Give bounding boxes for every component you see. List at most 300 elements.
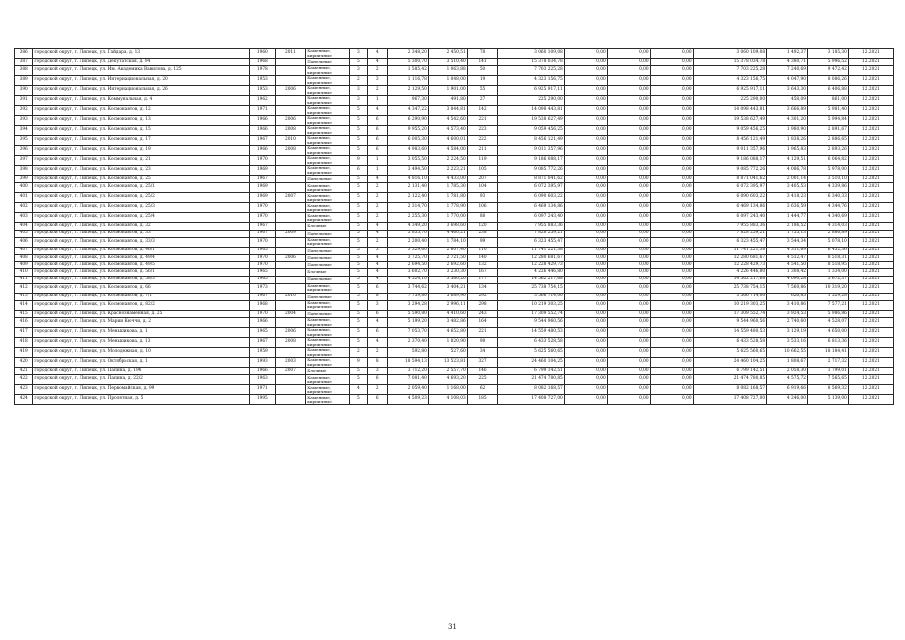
cell-a1: 0,00: [564, 237, 607, 247]
cell-material: Панельные: [306, 247, 350, 254]
cell-a1: 0,00: [564, 116, 607, 126]
cell-living: 2 692,60: [428, 262, 467, 269]
cell-per_living: 861,00: [808, 96, 849, 106]
cell-a1: 0,00: [564, 156, 607, 166]
cell-per_m2: 4 246,00: [767, 395, 808, 405]
cell-area: 3 294,28: [388, 300, 429, 310]
cell-total: 17 408 727,00: [693, 395, 767, 405]
cell-per_living: 4 528,07: [808, 318, 849, 328]
cell-a3: 0,00: [650, 254, 693, 261]
cell-repair: 2010: [275, 293, 306, 300]
cell-address: городской округ, г. Липецк, ул. Космонавтов, д. 46/1: [33, 247, 250, 254]
cell-per_m2: 2 740,60: [767, 318, 808, 328]
cell-num: 415: [15, 310, 33, 317]
cell-a1: 0,00: [564, 395, 607, 405]
cell-entrances: 6: [367, 116, 387, 126]
cell-material: Каменные, кирпичные: [306, 318, 350, 328]
cell-total: 9 544 960,56: [693, 318, 767, 328]
table-row: [15, 106, 894, 116]
cell-material: Панельные: [306, 262, 350, 269]
cell-a1: 0,00: [564, 338, 607, 348]
cell-num: 399: [15, 176, 33, 183]
cell-residents: 34: [467, 348, 498, 358]
cell-repair: 2007: [275, 193, 306, 203]
cell-entrances: 2: [367, 203, 387, 213]
cell-a2: 0,00: [607, 203, 650, 213]
cell-material: Блочные: [306, 368, 350, 375]
cell-cost: 7 703 225,28: [498, 66, 564, 76]
cell-material: Каменные, кирпичные: [306, 146, 350, 156]
cell-address: городской округ, г. Липецк, ул. Космонавтов, д. 25/2: [33, 193, 250, 203]
cell-repair: 2006: [275, 328, 306, 338]
cell-entrances: 4: [367, 269, 387, 276]
cell-material: Каменные, кирпичные: [306, 395, 350, 405]
cell-material: Каменные, кирпичные: [306, 116, 350, 126]
cell-area: 2 314,70: [388, 203, 429, 213]
cell-material: Каменные, кирпичные: [306, 156, 350, 166]
cell-area: 592,80: [388, 348, 429, 358]
cell-period: 12.2021: [848, 358, 893, 368]
cell-built: 1963: [250, 375, 276, 385]
cell-living: 4 600,01: [428, 136, 467, 146]
cell-floors: 3: [350, 96, 367, 106]
cell-total: 9 059 456,25: [693, 126, 767, 136]
cell-a2: 0,00: [607, 318, 650, 328]
cell-period: 12.2021: [848, 375, 893, 385]
cell-cost: 14 559 480,53: [498, 328, 564, 338]
cell-num: 389: [15, 76, 33, 86]
cell-cost: 4 226 446,80: [498, 269, 564, 276]
cell-built: 1953: [250, 86, 276, 96]
cell-residents: 78: [467, 49, 498, 59]
cell-floors: 5: [350, 262, 367, 269]
cell-a2: 0,00: [607, 358, 650, 368]
cell-cost: 14 098 443,81: [498, 106, 564, 116]
cell-total: 12 280 681,67: [693, 254, 767, 261]
cell-entrances: 2: [367, 86, 387, 96]
cell-area: 4 816,10: [388, 176, 429, 183]
cell-total: 6 925 917,11: [693, 86, 767, 96]
cell-address: городской округ, г. Липецк, ул. Космонавтов, д. 58/3: [33, 276, 250, 283]
cell-material: Каменные, кирпичные: [306, 126, 350, 136]
cell-per_living: 7 565,65: [808, 375, 849, 385]
cell-num: 407: [15, 247, 33, 254]
cell-living: 4 584,00: [428, 146, 467, 156]
cell-address: городской округ, г. Липецк, ул. Гайдара, д. 13: [33, 49, 250, 59]
table-row: [15, 254, 894, 261]
cell-material: Каменные, кирпичные: [306, 358, 350, 368]
cell-living: 3 844,81: [428, 106, 467, 116]
cell-cost: 4 323 156,75: [498, 76, 564, 86]
cell-floors: 5: [350, 247, 367, 254]
cell-repair: [275, 223, 306, 230]
cell-a2: 0,00: [607, 300, 650, 310]
cell-cost: 6 323 455,47: [498, 237, 564, 247]
cell-floors: 9: [350, 358, 367, 368]
cell-per_living: 3 185,30: [808, 49, 849, 59]
table-row: [15, 338, 894, 348]
cell-residents: 134: [467, 283, 498, 293]
cell-area: 3 712,20: [388, 368, 429, 375]
cell-a3: 0,00: [650, 213, 693, 223]
cell-a3: 0,00: [650, 156, 693, 166]
cell-area: 1 116,78: [388, 76, 429, 86]
cell-num: 406: [15, 237, 33, 247]
cell-floors: 5: [350, 338, 367, 348]
cell-floors: 9: [350, 156, 367, 166]
cell-address: городской округ, г. Липецк, ул. Марии Кюччи, д. 2: [33, 318, 250, 328]
cell-per_living: 4 339,86: [808, 183, 849, 193]
cell-built: 1967: [250, 176, 276, 183]
cell-residents: 120: [467, 223, 498, 230]
cell-per_m2: 3 405,53: [767, 183, 808, 193]
cell-cost: 6 925 917,11: [498, 86, 564, 96]
cell-a1: 0,00: [564, 126, 607, 136]
cell-num: 393: [15, 116, 33, 126]
cell-a1: 0,00: [564, 203, 607, 213]
cell-total: 25 738 754,15: [693, 283, 767, 293]
cell-total: 12 228 429,73: [693, 262, 767, 269]
cell-cost: 14 562 217,68: [498, 276, 564, 283]
cell-a3: 0,00: [650, 66, 693, 76]
table-row: [15, 247, 894, 254]
cell-repair: [275, 76, 306, 86]
cell-a2: 0,00: [607, 237, 650, 247]
cell-entrances: 2: [367, 183, 387, 193]
cell-repair: 2007: [275, 368, 306, 375]
cell-num: 405: [15, 230, 33, 237]
cell-built: 1966: [250, 146, 276, 156]
cell-address: городской округ, г. Липецк, ул. Краснознаменная, д. 25: [33, 310, 250, 317]
cell-a3: 0,00: [650, 176, 693, 183]
cell-per_m2: 7 560,86: [767, 283, 808, 293]
cell-repair: [275, 375, 306, 385]
cell-per_m2: 4 086,78: [767, 166, 808, 176]
cell-a2: 0,00: [607, 166, 650, 176]
cell-a3: 0,00: [650, 223, 693, 230]
cell-period: 12.2021: [848, 230, 893, 237]
cell-period: 12.2021: [848, 300, 893, 310]
cell-built: 1953: [250, 76, 276, 86]
cell-total: 6 469 134,86: [693, 203, 767, 213]
table-row: [15, 146, 894, 156]
cell-num: 419: [15, 348, 33, 358]
cell-per_living: 2 891,67: [808, 126, 849, 136]
cell-period: 12.2021: [848, 385, 893, 395]
cell-floors: 5: [350, 106, 367, 116]
cell-entrances: 1: [367, 96, 387, 106]
cell-a1: 0,00: [564, 96, 607, 106]
cell-living: 2 224,50: [428, 156, 467, 166]
cell-a2: 0,00: [607, 106, 650, 116]
cell-address: городской округ, г. Липецк, ул. Космонавтов, д. 33/3: [33, 237, 250, 247]
cell-a2: 0,00: [607, 213, 650, 223]
page-number: 31: [448, 623, 457, 631]
cell-area: 2 255,30: [388, 213, 429, 223]
cell-num: 423: [15, 385, 33, 395]
cell-total: 6 097 243,40: [693, 213, 767, 223]
table-row: [15, 136, 894, 146]
cell-repair: 2010: [275, 136, 306, 146]
cell-residents: 327: [467, 358, 498, 368]
cell-material: Каменные, кирпичные: [306, 375, 350, 385]
cell-address: городской округ, г. Липецк, ул. Космонавтов, д. 21: [33, 156, 250, 166]
cell-num: 422: [15, 375, 33, 385]
cell-address: городской округ, г. Липецк, ул. Космонавтов, д. 12: [33, 106, 250, 116]
cell-built: 1969: [250, 193, 276, 203]
cell-per_m2: 3 924,53: [767, 310, 808, 317]
cell-a3: 0,00: [650, 230, 693, 237]
cell-built: 1967: [250, 338, 276, 348]
cell-built: 1971: [250, 385, 276, 395]
cell-material: Каменные, кирпичные: [306, 237, 350, 247]
cell-residents: 221: [467, 116, 498, 126]
cell-per_living: 2 886,89: [808, 230, 849, 237]
cell-cost: 11 741 221,38: [498, 247, 564, 254]
cell-a2: 0,00: [607, 254, 650, 261]
cell-a3: 0,00: [650, 300, 693, 310]
cell-entrances: 6: [367, 283, 387, 293]
cell-num: 412: [15, 283, 33, 293]
cell-address: городской округ, г. Липецк, ул. Космонавтов, д. 32: [33, 223, 250, 230]
cell-total: 3 566 714,00: [693, 293, 767, 300]
cell-area: 3 725,70: [388, 254, 429, 261]
cell-a3: 0,00: [650, 193, 693, 203]
cell-a1: 0,00: [564, 254, 607, 261]
cell-a3: 0,00: [650, 146, 693, 156]
cell-area: 3 602,70: [388, 269, 429, 276]
cell-floors: 5: [350, 283, 367, 293]
cell-entrances: 2: [367, 193, 387, 203]
cell-entrances: 4: [367, 106, 387, 116]
cell-period: 12.2021: [848, 395, 893, 405]
cell-entrances: 2: [367, 348, 387, 358]
cell-num: 418: [15, 338, 33, 348]
cell-period: 12.2021: [848, 276, 893, 283]
cell-floors: 5: [350, 126, 367, 136]
table-row: [15, 86, 894, 96]
cell-area: 2 694,50: [388, 262, 429, 269]
cell-a1: 0,00: [564, 328, 607, 338]
cell-per_living: 1 799,01: [808, 368, 849, 375]
cell-address: городской округ, г. Липецк, ул. Меньшикова, д. 1: [33, 328, 250, 338]
cell-built: 1966: [250, 318, 276, 328]
cell-a3: 0,00: [650, 293, 693, 300]
cell-a1: 0,00: [564, 276, 607, 283]
cell-a1: 0,00: [564, 385, 607, 395]
cell-total: 8 871 041,62: [693, 176, 767, 183]
cell-per_living: 5 981,40: [808, 106, 849, 116]
cell-built: 1968: [250, 59, 276, 66]
cell-address: городской округ, г. Липецк, ул. Космонавтов, д. 23: [33, 166, 250, 176]
cell-total: 6 090 603,22: [693, 193, 767, 203]
cell-a2: 0,00: [607, 156, 650, 166]
table-row: [15, 59, 894, 66]
cell-entrances: 2: [367, 385, 387, 395]
cell-total: 11 741 221,38: [693, 247, 767, 254]
cell-a3: 0,00: [650, 96, 693, 106]
table-row: [15, 262, 894, 269]
cell-period: 12.2021: [848, 106, 893, 116]
cell-per_living: 18 184,41: [808, 348, 849, 358]
table-row: [15, 276, 894, 283]
cell-floors: 3: [350, 86, 367, 96]
cell-residents: 99: [467, 237, 498, 247]
cell-area: 6 290,90: [388, 116, 429, 126]
cell-total: 6 433 528,58: [693, 338, 767, 348]
cell-per_living: 2 893,26: [808, 146, 849, 156]
cell-living: 3 510,40: [428, 59, 467, 66]
cell-built: 1970: [250, 262, 276, 269]
cell-address: городской округ, г. Липецк, ул. Меньшикова, д. 13: [33, 338, 250, 348]
cell-a3: 0,00: [650, 203, 693, 213]
cell-a1: 0,00: [564, 176, 607, 183]
cell-per_m2: 4 380,71: [767, 59, 808, 66]
cell-built: 1970: [250, 237, 276, 247]
cell-area: 5 590,80: [388, 310, 429, 317]
cell-area: 5 300,70: [388, 59, 429, 66]
cell-cost: 8 871 041,62: [498, 176, 564, 183]
table-row: [15, 237, 894, 247]
cell-a2: 0,00: [607, 183, 650, 193]
cell-floors: 5: [350, 328, 367, 338]
cell-period: 12.2021: [848, 183, 893, 193]
cell-period: 12.2021: [848, 237, 893, 247]
cell-per_m2: 3 544,34: [767, 237, 808, 247]
cell-a3: 0,00: [650, 348, 693, 358]
cell-address: городской округ, г. Липецк, ул. Космонавтов, д. 25/3: [33, 203, 250, 213]
cell-per_m2: 2 058,30: [767, 368, 808, 375]
cell-num: 420: [15, 358, 33, 368]
cell-built: 1970: [250, 310, 276, 317]
cell-per_m2: 1 980,90: [767, 126, 808, 136]
housing-register-table: [14, 48, 894, 405]
cell-entrances: 2: [367, 66, 387, 76]
cell-floors: 5: [350, 269, 367, 276]
cell-period: 12.2021: [848, 203, 893, 213]
table-row: [15, 385, 894, 395]
cell-per_living: 5 078,10: [808, 237, 849, 247]
cell-address: городской округ, г. Липецк, ул. Космонавтов, д. 33: [33, 230, 250, 237]
cell-total: 4 226 446,80: [693, 269, 767, 276]
cell-entrances: 2: [367, 237, 387, 247]
cell-living: 2 223,21: [428, 166, 467, 176]
cell-a3: 0,00: [650, 375, 693, 385]
cell-residents: 50: [467, 66, 498, 76]
cell-material: Каменные, кирпичные: [306, 106, 350, 116]
cell-a1: 0,00: [564, 283, 607, 293]
cell-area: 967,30: [388, 96, 429, 106]
cell-cost: 3 566 714,00: [498, 293, 564, 300]
cell-a3: 0,00: [650, 310, 693, 317]
cell-a3: 0,00: [650, 49, 693, 59]
cell-material: Каменные, кирпичные: [306, 136, 350, 146]
cell-a3: 0,00: [650, 276, 693, 283]
cell-address: городской округ, г. Липецк, ул. Космонавтов, д. 56/1: [33, 269, 250, 276]
cell-built: 1995: [250, 395, 276, 405]
cell-built: 1969: [250, 183, 276, 193]
cell-a1: 0,00: [564, 230, 607, 237]
cell-repair: 2003: [275, 358, 306, 368]
cell-num: 409: [15, 262, 33, 269]
cell-living: 1 781,80: [428, 193, 467, 203]
cell-repair: 2006: [275, 254, 306, 261]
cell-built: 1968: [250, 300, 276, 310]
cell-material: Блочные: [306, 269, 350, 276]
cell-a1: 0,00: [564, 106, 607, 116]
cell-material: Каменные, кирпичные: [306, 86, 350, 96]
cell-built: 1970: [250, 203, 276, 213]
cell-a3: 0,00: [650, 262, 693, 269]
cell-material: Каменные, кирпичные: [306, 166, 350, 176]
cell-entrances: 6: [367, 328, 387, 338]
cell-per_living: 6 813,36: [808, 338, 849, 348]
cell-a3: 0,00: [650, 116, 693, 126]
cell-area: 4 349,20: [388, 223, 429, 230]
cell-built: 1970: [250, 156, 276, 166]
cell-built: 1973: [250, 283, 276, 293]
cell-a3: 0,00: [650, 183, 693, 193]
cell-address: городской округ, г. Липецк, ул. Космонавтов, д. 17: [33, 136, 250, 146]
cell-per_m2: 2 186,52: [767, 223, 808, 230]
cell-repair: [275, 213, 306, 223]
cell-entrances: 4: [367, 318, 387, 328]
cell-entrances: 3: [367, 76, 387, 86]
cell-floors: 5: [350, 213, 367, 223]
cell-period: 12.2021: [848, 254, 893, 261]
cell-address: городской округ, г. Липецк, ул. Октябрьская, д. 1: [33, 358, 250, 368]
cell-a1: 0,00: [564, 49, 607, 59]
cell-a3: 0,00: [650, 247, 693, 254]
cell-floors: 5: [350, 146, 367, 156]
cell-a3: 0,00: [650, 59, 693, 66]
cell-material: Каменные, кирпичные: [306, 49, 350, 59]
cell-residents: 93: [467, 193, 498, 203]
cell-repair: [275, 166, 306, 176]
cell-period: 12.2021: [848, 368, 893, 375]
cell-a3: 0,00: [650, 76, 693, 86]
cell-a1: 0,00: [564, 247, 607, 254]
cell-area: 7 053,70: [388, 328, 429, 338]
table-row: [15, 96, 894, 106]
cell-a2: 0,00: [607, 375, 650, 385]
table-row: [15, 176, 894, 183]
cell-entrances: 4: [367, 176, 387, 183]
cell-living: 2 607,40: [428, 247, 467, 254]
cell-built: 1959: [250, 348, 276, 358]
cell-a2: 0,00: [607, 283, 650, 293]
cell-living: 2 996,11: [428, 300, 467, 310]
cell-material: Каменные, кирпичные: [306, 66, 350, 76]
cell-residents: 142: [467, 106, 498, 116]
cell-total: 7 828 259,21: [693, 230, 767, 237]
cell-per_living: 1 529,28: [808, 293, 849, 300]
cell-period: 12.2021: [848, 247, 893, 254]
cell-a1: 0,00: [564, 368, 607, 375]
cell-material: Блочные: [306, 223, 350, 230]
cell-per_living: 6 406,88: [808, 86, 849, 96]
cell-per_living: 4 340,69: [808, 213, 849, 223]
cell-address: городской округ, г. Липецк, ул. Молодежная, д. 10: [33, 348, 250, 358]
cell-built: 1966: [250, 116, 276, 126]
cell-a1: 0,00: [564, 213, 607, 223]
cell-living: 4 410,60: [428, 310, 467, 317]
cell-num: 421: [15, 368, 33, 375]
cell-a1: 0,00: [564, 262, 607, 269]
cell-repair: [275, 59, 306, 66]
cell-living: 491,80: [428, 96, 467, 106]
cell-entrances: 6: [367, 375, 387, 385]
